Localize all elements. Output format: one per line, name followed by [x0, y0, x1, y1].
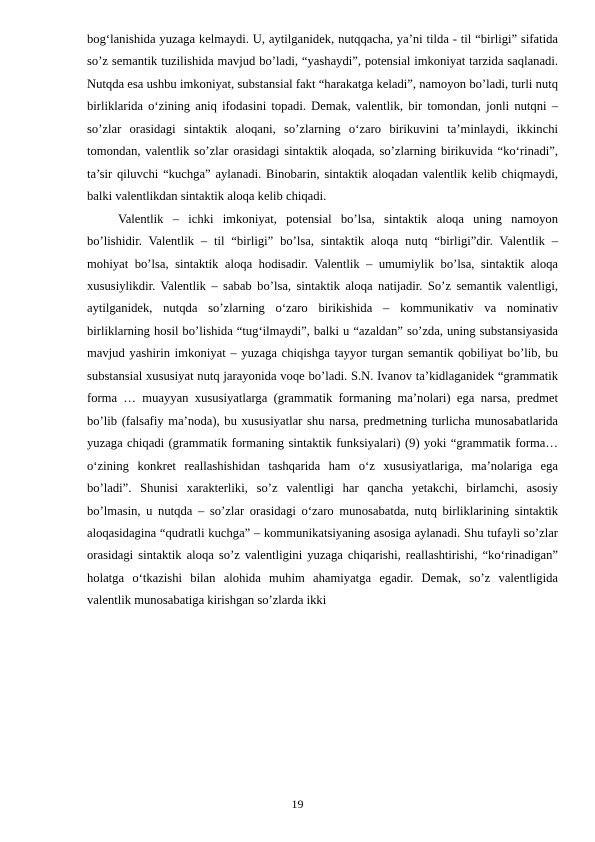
paragraph-1: bog‘lanishida yuzaga kelmaydi. U, aytilganidek, nutqqacha, ya’ni tilda - til “birligi” sifatida so’z semantik tuzilishida mavjud bo’ladi, “yashaydi”, potensial imkoniyat tarzida saqlanadi. Nutqda esa ushbu imkoniyat, substansial fakt “harakatga keladi”, namoyon bo’ladi, turli nutq birliklarida o‘zining aniq ifodasini topadi. Demak, valentlik, bir tomondan, jonli nutqni – so’zlar orasidagi sintaktik aloqani, so’zlarning o‘zaro birikuvini ta’minlaydi, ikkinchi tomondan, valentlik so’zlar orasidagi sintaktik aloqada, so’zlarning birikuvida “ko‘rinadi”, ta’sir qiluvchi “kuchga” aylanadi. Binobarin, sintaktik aloqadan valentlik kelib chiqmaydi, balki valentlikdan sintaktik aloqa kelib chiqadi.: [87, 32, 558, 204]
body-text: [87, 28, 558, 612]
page-number: 19: [291, 797, 304, 811]
paragraph-2: Valentlik – ichki imkoniyat, potensial bo’lsa, sintaktik aloqa uning namoyon bo’lishidir. Valentlik – til “birligi” bo’lsa, sintaktik aloqa nutq “birligi”dir. Valentlik – mohiyat bo’lsa, sintaktik aloqa hodisadir. Valentlik – umumiylik bo’lsa, sintaktik aloqa xususiylikdir. Valentlik – sabab bo’lsa, sintaktik aloqa natijadir. So’z semantik valentligi, aytilganidek, nutqda so’zlarning o‘zaro birikishida – kommunikativ va nominativ birliklarning hosil bo’lishida “tug‘ilmaydi”, balki u “azaldan” so’zda, uning substansiyasida mavjud yashirin imkoniyat – yuzaga chiqishga tayyor turgan semantik qobiliyat bo’lib, bu substansial xususiyat nutq jarayonida voqe bo’ladi. S.N. Ivanov ta’kidlaganidek “grammatik forma … muayyan xususiyatlarga (grammatik formaning ma’nolari) ega narsa, predmet bo’lib (falsafiy ma’noda), bu xususiyatlar shu narsa, predmetning turlicha munosabatlarida yuzaga chiqadi (grammatik formaning sintaktik funksiyalari) (9) yoki “grammatik forma… o‘zining konkret reallashishidan tashqarida ham o‘z xususiyatlariga, ma’nolariga ega bo’ladi”. Shunisi xarakterliki, so’z valentligi har qancha yetakchi, birlamchi, asosiy bo’lmasin, u nutqda – so’zlar orasidagi o‘zaro munosabatda, nutq birliklarining sintaktik aloqasidagina “qudratli kuchga” – kommunikatsiyaning asosiga aylanadi. Shu tufayli so’zlar orasidagi sintaktik aloqa so’z valentligini yuzaga chiqarishi, reallashtirishi, “ko‘rinadigan” holatga o‘tkazishi bilan alohida muhim ahamiyatga egadir. Demak, so’z valentligida valentlik munosabatiga kirishgan so’zlarda ikki: [87, 211, 558, 608]
